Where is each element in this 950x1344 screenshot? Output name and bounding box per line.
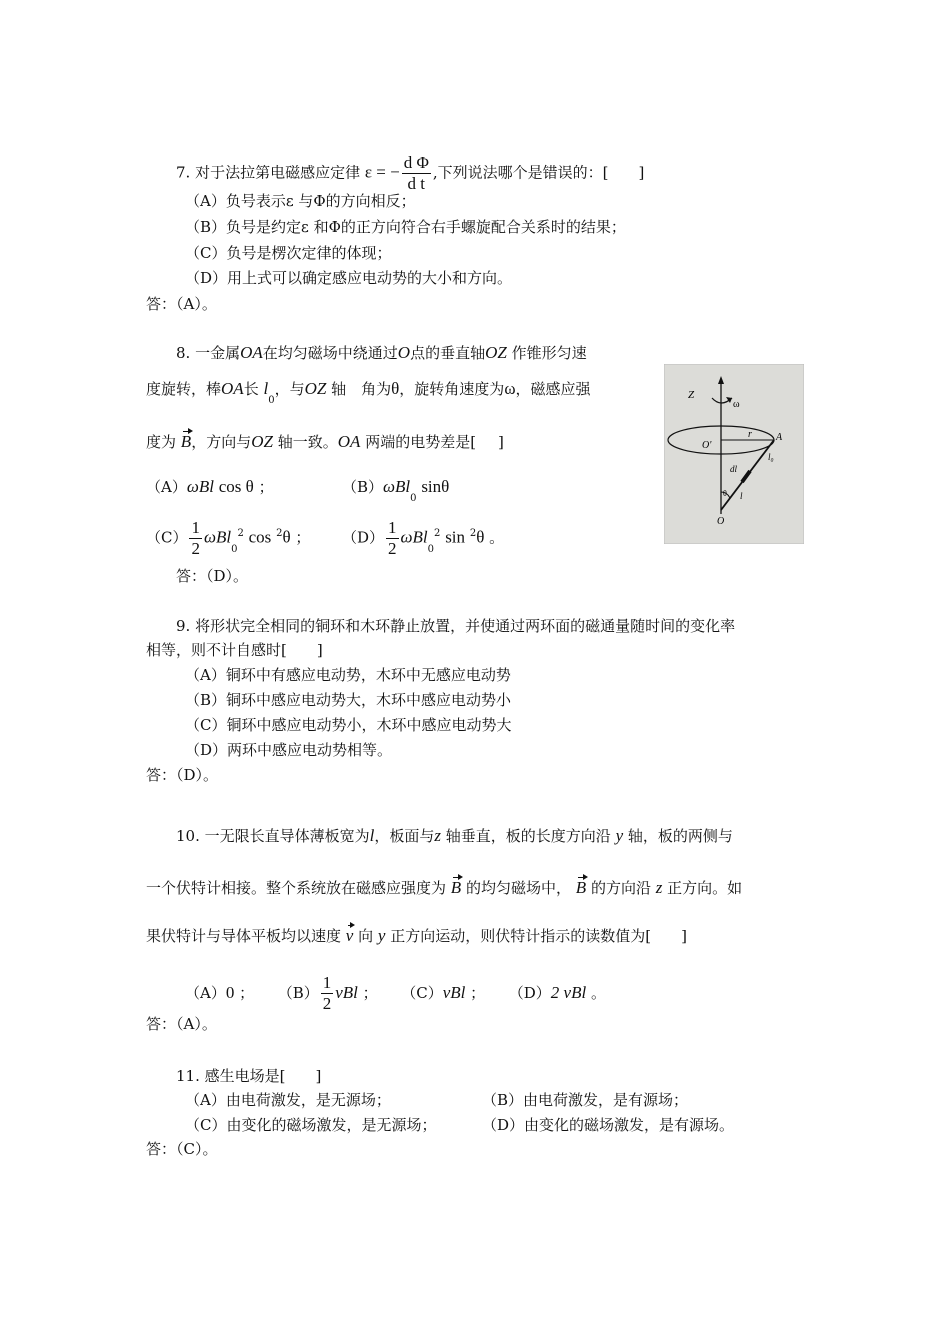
q10-line-3: 果伏特计与导体平板均以速度 v 向 y 正方向运动，则伏特计指示的读数值为[ ] — [146, 926, 687, 945]
q9-line-1: 9. 将形状完全相同的铜环和木环静止放置，并使通过两环面的磁通量随时间的变化率 — [176, 617, 736, 635]
q10-option-b: （B） $\frac{1}{2}$ vBl ； — [277, 973, 378, 1013]
q9-answer: 答：（D）。 — [146, 766, 219, 784]
label-dl: dl — [730, 464, 738, 474]
q10-line-1: 10. 一无限长直导体薄板宽为l，板面与z 轴垂直，板的长度方向沿 y 轴，板的两侧与 — [176, 826, 733, 845]
q8-line-1: 8. 一金属OA在均匀磁场中绕通过O点的垂直轴OZ 作锥形匀速 — [176, 343, 587, 362]
label-omega: ω — [733, 399, 740, 410]
label-O: O — [717, 516, 725, 527]
label-r: r — [748, 429, 752, 440]
q10-options — [185, 973, 606, 1014]
q10-option-d: （D）2 vBl 。 — [508, 982, 606, 1002]
rotating-rod-figure — [664, 364, 804, 544]
q10-option-a: （A）0 ； — [185, 982, 255, 1002]
label-Z: Z — [688, 389, 695, 401]
q11-answer: 答：（C）。 — [146, 1140, 218, 1158]
q7-stem: 7. 对于法拉第电磁感应定律 ε = − $\frac{\text{d Φ}}{\text{d t}}$ ,下列说法哪个是错误的：[ ] — [176, 153, 645, 193]
q7-option-a: （A）负号表示ε 与Φ的方向相反； — [185, 192, 416, 210]
q8-line-3: 度为 B，方向与OZ 轴一致。OA 两端的电势差是[ ] — [146, 432, 504, 451]
label-l: l — [740, 491, 743, 501]
q8-option-d: （D） $\frac{1}{2}$ ωBl$_0^2$ sin $^2$θ 。 — [342, 518, 505, 558]
q11-option-a: （A）由电荷激发，是无源场； — [185, 1091, 391, 1109]
q8-option-c: （C） $\frac{1}{2}$ ωBl$_0^2$ cos $^2$θ ； — [146, 518, 311, 558]
q8-line-2: 度旋转，棒OA长 $l_0$，与OZ 轴 角为θ，旋转角速度为ω，磁感应强 — [146, 379, 591, 406]
q11-option-d: （D）由变化的磁场激发，是有源场。 — [482, 1116, 735, 1134]
q7-answer: 答：（A）。 — [146, 295, 217, 313]
q9-option-a: （A）铜环中有感应电动势，木环中无感应电动势 — [185, 666, 511, 684]
q8-option-a: （A）ωBl cos θ ； — [146, 477, 274, 496]
q9-option-d: （D）两环中感应电动势相等。 — [185, 741, 393, 759]
label-A: A — [776, 432, 783, 443]
q9-option-c: （C）铜环中感应电动势小，木环中感应电动势大 — [185, 716, 512, 734]
label-theta: θ — [723, 489, 727, 498]
q10-option-c: （C）vBl ； — [401, 982, 486, 1002]
q9-line-2: 相等，则不计自感时[ ] — [146, 641, 323, 659]
q7-option-d: （D）用上式可以确定感应电动势的大小和方向。 — [185, 269, 513, 287]
q11-title: 11. 感生电场是[ ] — [176, 1067, 322, 1085]
q7-fraction: $\frac{\text{d Φ}}{\text{d t}}$ — [403, 153, 429, 193]
q10-line-2: 一个伏特计相接。整个系统放在磁感应强度为 B 的均匀磁场中， B 的方向沿 z 正方向。如 — [146, 878, 743, 897]
q9-option-b: （B）铜环中感应电动势大，木环中感应电动势小 — [185, 691, 512, 709]
q8-option-b: （B）ωBl$_0$ sinθ — [342, 477, 450, 504]
q7-option-c: （C）负号是楞次定律的体现； — [185, 244, 392, 262]
q7-option-b: （B）负号是约定ε 和Φ的正方向符合右手螺旋配合关系时的结果； — [185, 218, 626, 236]
label-O-prime: O' — [702, 440, 712, 451]
label-l0: l₀ — [768, 452, 774, 462]
q10-answer: 答：（A）。 — [146, 1015, 217, 1033]
q8-answer: 答：（D）。 — [176, 567, 249, 585]
q11-option-c: （C）由变化的磁场激发，是无源场； — [185, 1116, 437, 1134]
q11-option-b: （B）由电荷激发，是有源场； — [482, 1091, 689, 1109]
